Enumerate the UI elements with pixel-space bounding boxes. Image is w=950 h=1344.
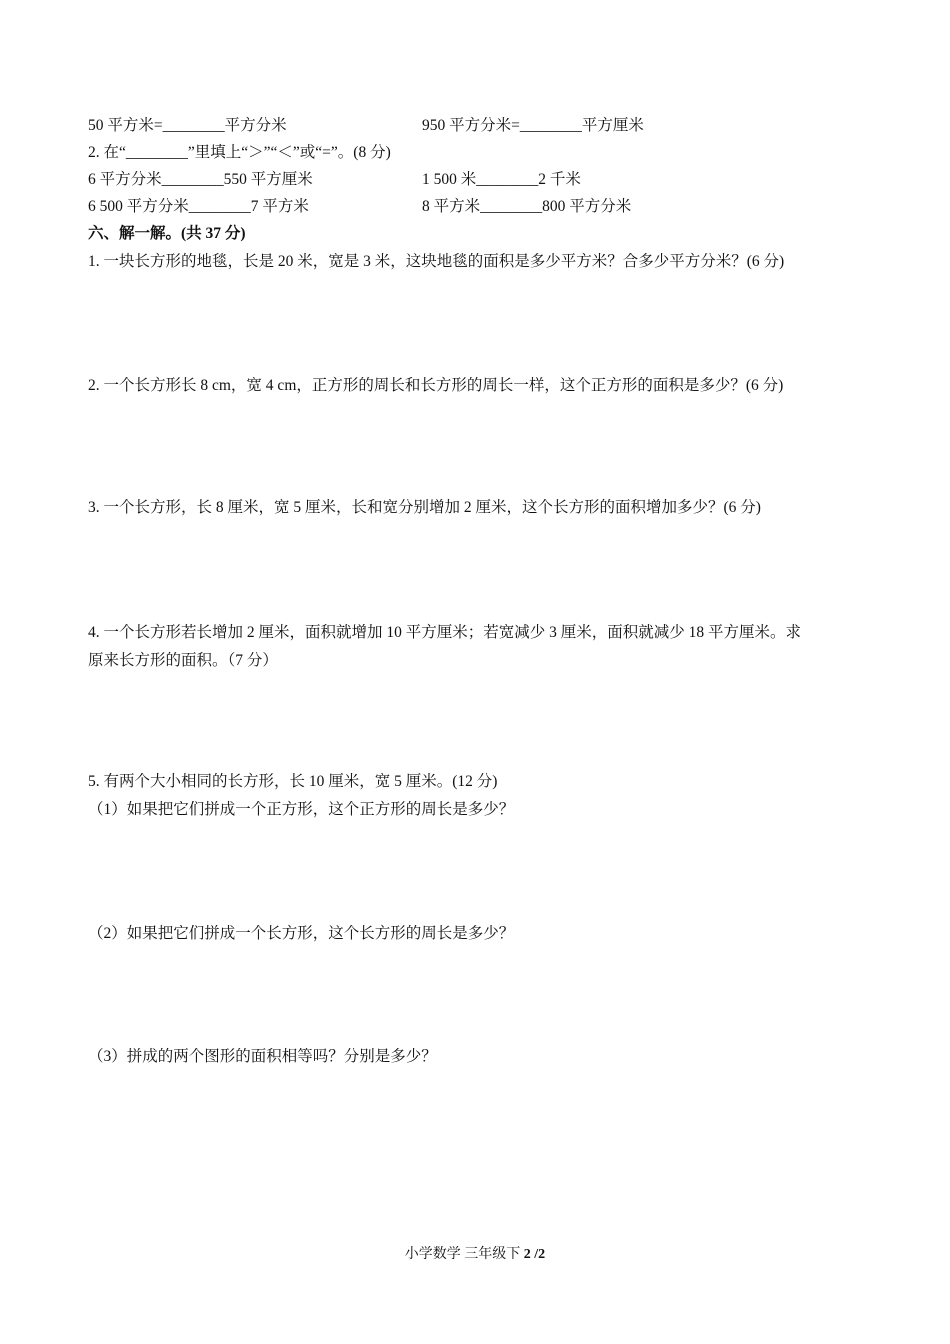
compare-row1-left: 6 平方分米________550 平方厘米: [88, 171, 313, 188]
compare-instruction: 2. 在“________”里填上“＞”“＜”或“=”。(8 分): [88, 144, 391, 161]
footer-subject: 小学数学 三年级下: [404, 1247, 521, 1262]
question-4-line2: 原来长方形的面积。（7 分）: [88, 652, 278, 669]
question-3: 3. 一个长方形，长 8 厘米，宽 5 厘米，长和宽分别增加 2 厘米，这个长方形的面积增加多少？(6 分): [88, 499, 761, 516]
question-5-part1: （1）如果把它们拼成一个正方形，这个正方形的周长是多少？: [88, 801, 515, 818]
question-5-part2: （2）如果把它们拼成一个长方形，这个长方形的周长是多少？: [88, 925, 515, 942]
footer-page-number: 2 /2: [523, 1247, 546, 1262]
convert-right: 950 平方分米=________平方厘米: [422, 117, 644, 134]
compare-row2-left: 6 500 平方分米________7 平方米: [88, 198, 309, 215]
page-footer: [0, 1243, 950, 1263]
question-5-part3: （3）拼成的两个图形的面积相等吗？分别是多少？: [88, 1048, 437, 1065]
question-1: 1. 一块长方形的地毯，长是 20 米，宽是 3 米，这块地毯的面积是多少平方米？合多少平方分米？(6 分): [88, 253, 785, 270]
compare-row1-right: 1 500 米________2 千米: [422, 171, 581, 188]
convert-left: 50 平方米=________平方分米: [88, 117, 287, 134]
question-5: 5. 有两个大小相同的长方形，长 10 厘米，宽 5 厘米。(12 分): [88, 773, 498, 790]
compare-row2-right: 8 平方米________800 平方分米: [422, 198, 632, 215]
section6-heading: 六、解一解。(共 37 分): [88, 225, 246, 242]
question-2: 2. 一个长方形长 8 cm，宽 4 cm，正方形的周长和长方形的周长一样，这个正方形的面积是多少？(6 分): [88, 377, 784, 394]
question-4-line1: 4. 一个长方形若长增加 2 厘米，面积就增加 10 平方厘米；若宽减少 3 厘米，面积就减少 18 平方厘米。求: [88, 624, 802, 641]
